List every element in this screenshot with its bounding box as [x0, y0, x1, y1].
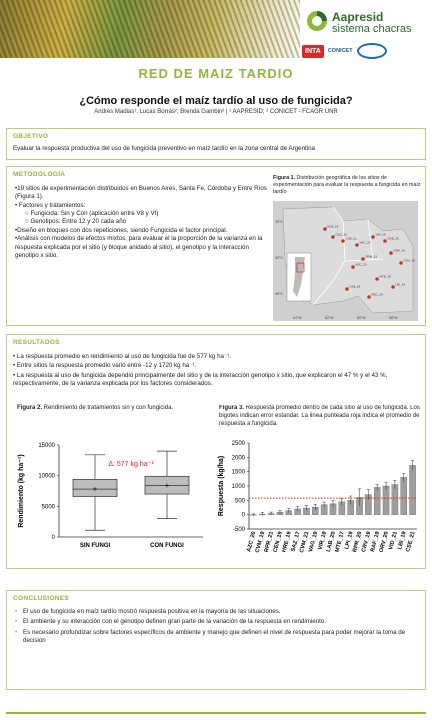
objetivo-section [6, 128, 426, 160]
map-site-label: ORV_19 [393, 248, 405, 253]
metodologia-list [15, 185, 270, 260]
resultados-list [13, 353, 423, 389]
boxplot-chart [13, 439, 213, 557]
map-site-point [367, 295, 371, 299]
map-site-point [383, 239, 387, 243]
response-bar [374, 487, 380, 514]
x-category-label: LAB_20 [325, 530, 337, 553]
fcagr-logo [357, 43, 387, 59]
figure2-text: Rendimiento de tratamientos sin y con fungicida. [42, 405, 174, 411]
x-category-label: VIR_19 [317, 530, 329, 551]
y-axis-title: Respuesta (kg/ha) [218, 455, 225, 517]
res-item: • La respuesta al uso de fungicida dependió principalmente del sitio y de la interacción genotipo x sitio, que explicaron el 47 % y el 43 %, respectivamente, de la varianza explicada por los factores considerados. [13, 371, 388, 388]
header-banner-photo [0, 0, 300, 58]
map-site-point [361, 257, 365, 261]
map-site-point [371, 235, 375, 239]
resultados-title: RESULTADOS [13, 339, 60, 346]
y-tick-label: 2500 [231, 441, 245, 447]
figure3-label: Figura 3. [219, 405, 245, 411]
met-item: • Factores y tratamientos: [15, 201, 86, 209]
met-item: •Diseño en bloques con dos repeticiones, siendo Fungicida el factor principal. [15, 226, 228, 234]
conc-item: • Es necesario profundizar sobre factores específicos de ambiente y manejo que definen el nivel de respuesta para poder mejorar la toma de decision [13, 629, 419, 646]
institution-logos [302, 40, 426, 62]
met-item: •Análisis con modelos de efectos mixtos, para evaluar el la proporción de la varianza en la respuesta explicada por el sitio (y bloque anidado al sitio), el genotipo y la interacción genotipo x sitio. [15, 235, 263, 259]
x-category-label: VID_21 [388, 530, 399, 551]
x-category-label: SAZ_17 [290, 530, 302, 553]
footer-bar [6, 712, 426, 714]
x-category-label: CEN_19 [272, 530, 284, 553]
logo-subtitle: sistema chacras [332, 23, 412, 35]
response-bar [409, 465, 415, 514]
objetivo-title: OBJETIVO [13, 133, 49, 140]
conicet-logo: CONICET [327, 48, 353, 54]
sites-map [273, 201, 418, 321]
map-lat-label: 35°S [275, 292, 283, 296]
map-site-label: VIR_19 [375, 232, 386, 237]
figure3-text: Respuesta promedio dentro de cada sitio al uso de fungicida. Los bigotes indican error estandar. La linea punteada roja indica el promedio de respuesta a fungicida. [219, 405, 420, 427]
res-item: • La respuesta promedio en rendimiento al uso de fungicida fue de 577 kg ha⁻¹. [13, 353, 232, 360]
map-site-label: PRM_21 [365, 254, 378, 259]
conclusiones-section [6, 590, 426, 690]
box-mean-marker: + [92, 484, 98, 494]
res-item: • Entre sitios la respuesta promedio varió entre -12 y 1720 kg ha⁻¹. [13, 362, 197, 370]
x-category-label: SIN FUNGI [79, 543, 111, 549]
map-site-label: LAB_19 [349, 284, 361, 289]
response-bar [401, 477, 407, 514]
y-tick-label: -500 [232, 527, 245, 533]
map-site-point [323, 227, 327, 231]
y-tick-label: 0 [51, 535, 55, 541]
y-tick-label: 15000 [38, 443, 55, 449]
y-tick-label: 10000 [38, 473, 55, 480]
x-category-label: AZC_20 [246, 530, 258, 553]
map-site-point [331, 235, 335, 239]
resultados-section [6, 334, 426, 569]
x-category-label: MTE_17 [334, 530, 346, 553]
x-category-label: CVM_21 [298, 530, 311, 554]
map-site-point [351, 265, 355, 269]
swirl-icon [306, 10, 328, 32]
network-title: RED DE MAIZ TARDIO [138, 66, 294, 81]
map-site-label: MJZ_19 [327, 224, 339, 229]
x-category-label: CON FUNGI [150, 543, 184, 549]
map-site-label: GSC_20 [335, 232, 348, 237]
x-category-label: ORV_20 [378, 530, 390, 554]
y-tick-label: 5000 [41, 504, 55, 511]
map-lon-label: 58°W [389, 316, 398, 320]
map-site-label: CRV_19 [403, 258, 415, 263]
x-category-label: CSE_21 [405, 530, 417, 553]
x-category-label: LPI_19 [344, 530, 355, 550]
met-subitem: ○ Genotipos: Entre 12 y 20 cada año [25, 218, 127, 226]
map-lat-label: 25°S [275, 220, 283, 224]
map-site-label: REC_19 [371, 292, 383, 297]
box-mean-marker: + [164, 480, 170, 490]
figure1-caption [273, 175, 423, 196]
x-category-label: RAF_19 [369, 530, 382, 553]
inta-logo: INTA [302, 45, 324, 58]
y-tick-label: 0 [241, 512, 245, 519]
map-site-label: CSE_21 [345, 236, 357, 241]
map-site-label: MTE_19 [379, 274, 391, 279]
map-site-point [391, 285, 395, 289]
conc-item: • El ambiente y su interacción con el genotipo definen gran parte de la variación de la respuesta en rendimiento. [13, 618, 419, 626]
delta-annotation: Δ: 577 kg ha⁻¹ [108, 460, 154, 468]
response-bar [392, 485, 398, 515]
map-site-label: AZC_20 [355, 262, 367, 267]
figure3-caption [219, 405, 421, 431]
metodologia-title: METODOLOGÍA [13, 171, 66, 178]
logo-title: Aapresid [332, 10, 384, 24]
figure1-text: Distribución geográfica de los sitios de experimentación para evaluar la respuesta a fungicida en maíz tardío [273, 175, 421, 195]
x-category-label: CVM_19 [254, 530, 267, 554]
x-category-label: RPR_21 [263, 530, 276, 553]
y-tick-label: 1000 [231, 484, 245, 490]
conc-item: • El uso de fungicida en maíz tardío mostró respuesta positiva en la mayoría de las situaciones. [13, 608, 419, 616]
y-tick-label: 2000 [231, 455, 245, 462]
x-category-label: HRE_19 [281, 530, 293, 553]
map-site-label: VAC_20 [359, 240, 371, 245]
map-lat-label: 30°S [275, 256, 283, 260]
figure2-caption [17, 405, 212, 413]
x-category-label: VAG_19 [308, 530, 320, 553]
x-category-label: LBI_19 [397, 530, 408, 551]
map-site-point [375, 277, 379, 281]
y-axis-title: Rendimiento (kg ha⁻¹) [18, 454, 25, 528]
response-bar [383, 486, 389, 515]
map-site-point [345, 287, 349, 291]
map-lon-label: 60°W [357, 316, 366, 320]
x-category-label: CRV_19 [361, 530, 373, 553]
y-tick-label: 1500 [231, 469, 245, 476]
map-site-point [355, 243, 359, 247]
map-site-point [341, 239, 345, 243]
conclusiones-title: CONCLUSIONES [13, 595, 69, 602]
x-category-label: RPR_20 [352, 530, 364, 553]
map-site-point [399, 261, 403, 265]
map-site-label: NUE_20 [387, 236, 399, 241]
map-lon-label: 62°W [325, 316, 334, 320]
poster-title: ¿Cómo responde el maíz tardío al uso de fungicida? [79, 95, 353, 107]
map-lon-label: 64°W [293, 316, 302, 320]
objetivo-text: Evaluar la respuesta productiva del uso de fungicida preventivo en maíz tardío en la zona central de Argentina [13, 145, 315, 152]
metodologia-section [6, 166, 426, 326]
met-subitem: ○ Fungicida: Sin y Con (aplicación entre V8 y Vt) [25, 210, 159, 218]
figure2-label: Figura 2. [17, 405, 43, 411]
authors-line: Andrés Madias¹; Lucas Borrás²; Brenda Gambin² | ¹ AAPRESID; ² CONICET - FCAGR UNR [94, 109, 338, 115]
response-bar-chart [215, 439, 421, 567]
y-tick-label: 500 [234, 498, 245, 505]
conclusiones-list [13, 608, 419, 645]
map-site-point [389, 251, 393, 255]
figure1-label: Figura 1. [273, 175, 296, 181]
map-site-label: LBI_19 [395, 282, 406, 287]
met-item: •19 sitios de experimentación distribuidos en Buenos Aires, Santa Fe, Córdoba y Entre Ríos (Figura 1). [15, 185, 267, 201]
